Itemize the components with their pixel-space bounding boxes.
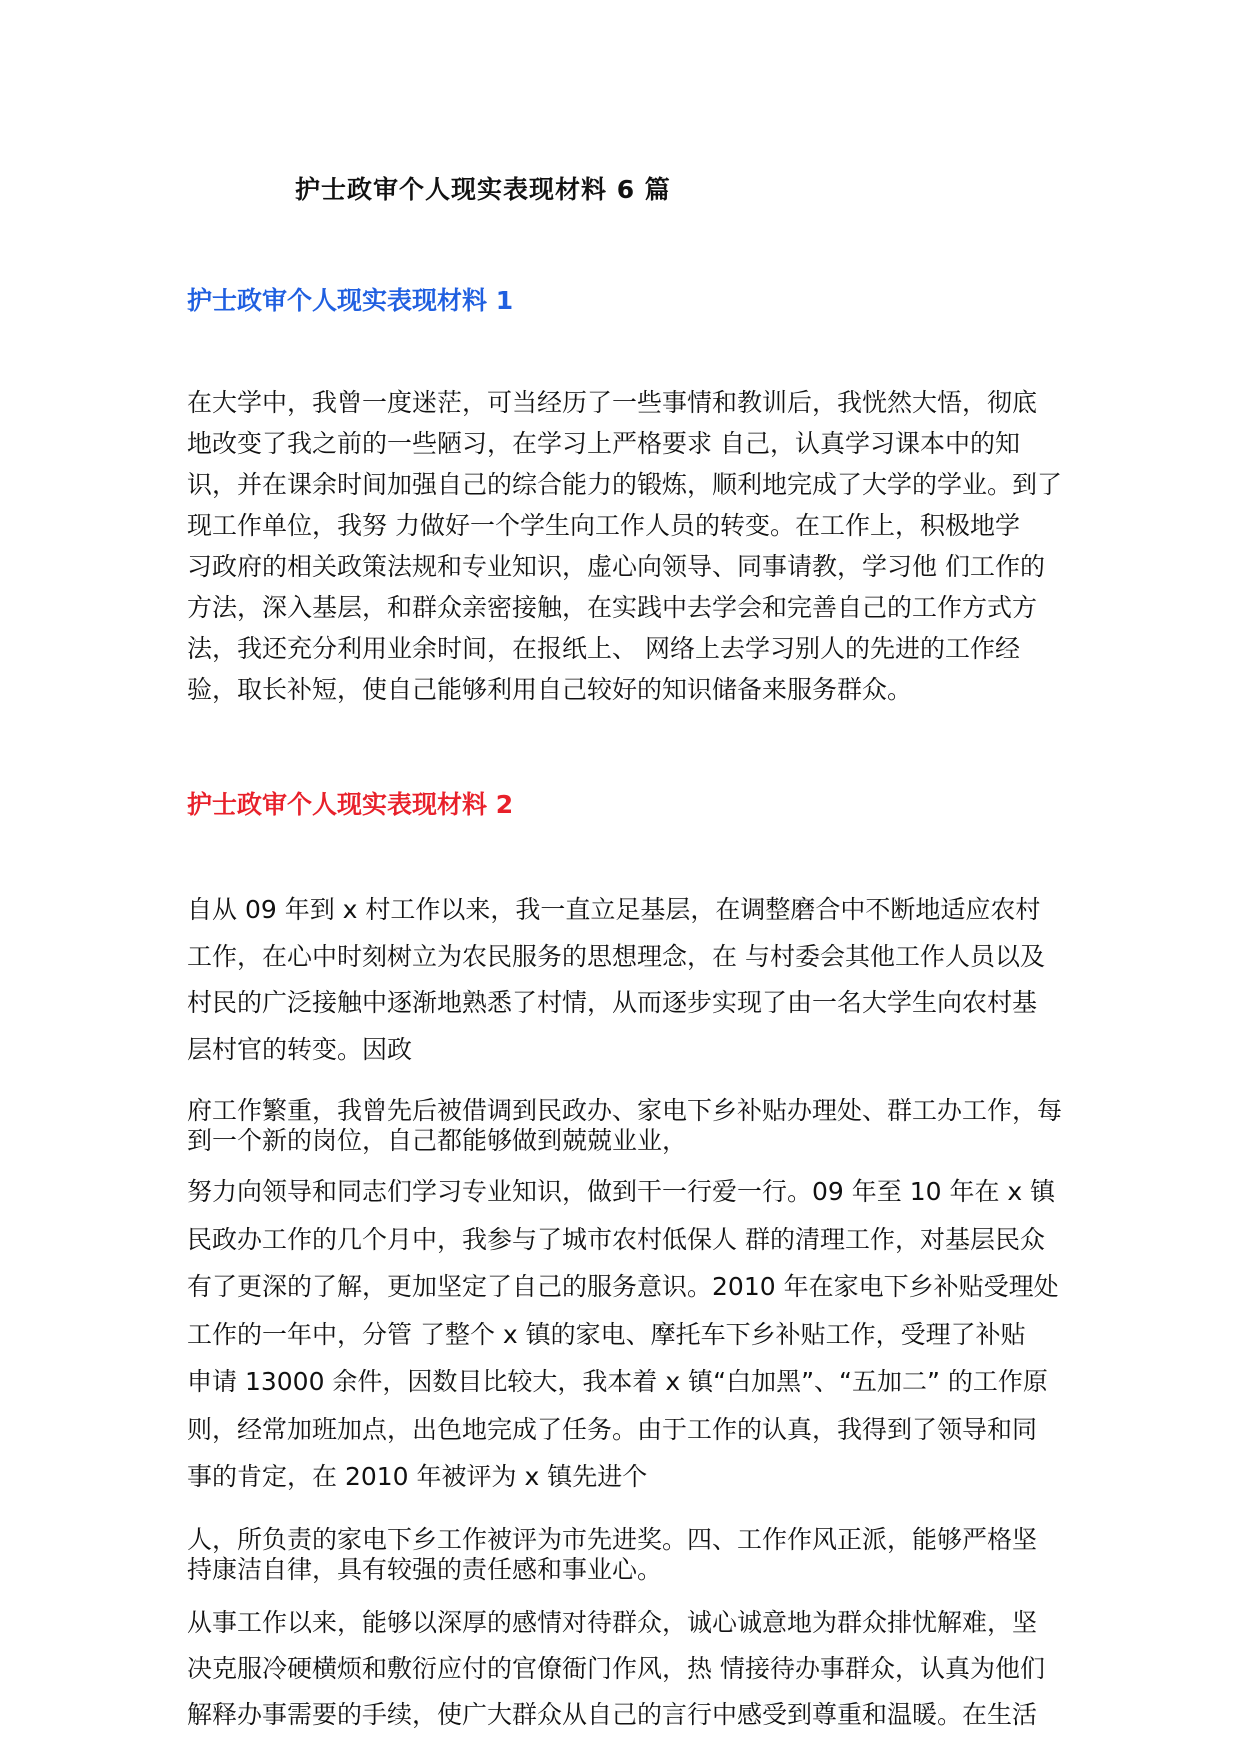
paragraph-line: 从事工作以来，能够以深厚的感情对待群众，诚心诚意地为群众排忧解难，坚 — [187, 1608, 1038, 1637]
section-2-paragraph-4 — [187, 1525, 1067, 1585]
paragraph-line: 有了更深的了解，更加坚定了自己的服务意识。2010 年在家电下乡补贴受理处 — [187, 1272, 1059, 1301]
paragraph-line: 人，所负责的家电下乡工作被评为市先进奖。四、工作作风正派，能够严格坚 — [187, 1525, 1038, 1554]
paragraph-line: 民政办工作的几个月中，我参与了城市农村低保人 群的清理工作，对基层民众 — [187, 1224, 1045, 1254]
paragraph-line: 层村官的转变。因政 — [187, 1034, 413, 1064]
paragraph-line: 府工作繁重，我曾先后被借调到民政办、家电下乡补贴办理处、群工办工作，每 — [187, 1096, 1063, 1125]
section-1-paragraph-1 — [187, 382, 1067, 710]
paragraph-line: 法，我还充分利用业余时间，在报纸上、 网络上去学习别人的先进的工作经 — [187, 634, 1020, 663]
paragraph-line: 工作的一年中，分管 了整个 x 镇的家电、摩托车下乡补贴工作，受理了补贴 — [187, 1319, 1026, 1349]
paragraph-line: 到一个新的岗位，自己都能够做到兢兢业业， — [187, 1126, 688, 1155]
paragraph-line: 习政府的相关政策法规和专业知识，虚心向领导、同事请教，学习他 们工作的 — [187, 552, 1045, 581]
section-2-paragraph-1 — [187, 887, 1067, 1073]
section-heading-2: 护士政审个人现实表现材料 2 — [187, 790, 514, 819]
paragraph-line: 则，经常加班加点，出色地完成了任务。由于工作的认真，我得到了领导和同 — [187, 1414, 1038, 1444]
section-heading-1: 护士政审个人现实表现材料 1 — [187, 286, 514, 315]
paragraph-line: 现工作单位，我努 力做好一个学生向工作人员的转变。在工作上，积极地学 — [187, 511, 1020, 540]
paragraph-line: 持康洁自律，具有较强的责任感和事业心。 — [187, 1555, 663, 1584]
paragraph-line: 解释办事需要的手续，使广大群众从自己的言行中感受到尊重和温暖。在生活 — [187, 1700, 1038, 1729]
paragraph-line: 工作，在心中时刻树立为农民服务的思想理念，在 与村委会其他工作人员以及 — [187, 941, 1045, 971]
paragraph-line: 村民的广泛接触中逐渐地熟悉了村情，从而逐步实现了由一名大学生向农村基 — [187, 988, 1038, 1017]
paragraph-line: 在大学中，我曾一度迷茫，可当经历了一些事情和教训后，我恍然大悟，彻底 — [187, 388, 1038, 417]
paragraph-line: 识，并在课余时间加强自己的综合能力的锻炼，顺利地完成了大学的学业。到了 — [187, 470, 1063, 499]
document-title: 护士政审个人现实表现材料 6 篇 — [295, 175, 671, 204]
section-2-paragraph-5 — [187, 1600, 1067, 1738]
paragraph-line: 申请 13000 余件，因数目比较大，我本着 x 镇“白加黑”、“五加二” 的工作原 — [187, 1367, 1048, 1396]
paragraph-line: 事的肯定，在 2010 年被评为 x 镇先进个 — [187, 1462, 648, 1491]
paragraph-line: 自从 09 年到 x 村工作以来，我一直立足基层，在调整磨合中不断地适应农村 — [187, 895, 1041, 924]
paragraph-line: 方法，深入基层，和群众亲密接触，在实践中去学会和完善自己的工作方式方 — [187, 593, 1038, 622]
paragraph-line: 努力向领导和同志们学习专业知识，做到干一行爱一行。09 年至 10 年在 x 镇 — [187, 1177, 1056, 1206]
section-2-paragraph-2 — [187, 1096, 1067, 1156]
paragraph-line: 验，取长补短，使自己能够利用自己较好的知识储备来服务群众。 — [187, 675, 913, 704]
paragraph-line: 决克服冷硬横烦和敷衍应付的官僚衙门作风，热 情接待办事群众，认真为他们 — [187, 1654, 1045, 1683]
paragraph-line: 地改变了我之前的一些陋习，在学习上严格要求 自己，认真学习课本中的知 — [187, 429, 1020, 458]
section-2-paragraph-3 — [187, 1168, 1067, 1501]
